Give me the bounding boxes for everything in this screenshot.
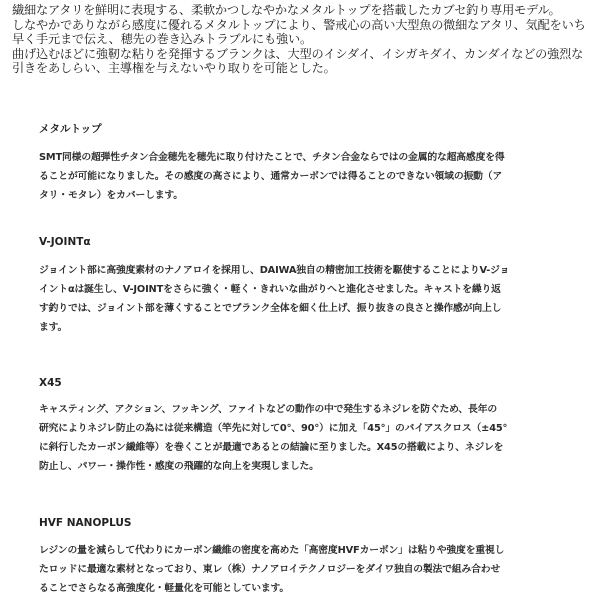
section-body [39,261,574,337]
section-hvf-nanoplus [39,516,574,598]
intro-line: 繊細なアタリを鮮明に表現する、柔軟かつしなやかなメタルトップを搭載したカブセ釣り専用モデル。 [12,3,561,17]
section-body-line: ジョイント部に高強度素材のナノアロイを採用し、DAIWA独自の精密加工技術を駆使することによりV-ジョ [39,265,510,276]
section-heading: メタルトップ [39,123,102,135]
section-metal-top [39,122,574,205]
intro-paragraph [12,3,592,76]
section-body-line: イントαは誕生し、V-JOINTをさらに強く・軽く・きれいな曲がりへと進化させました。キャストを繰り返 [39,284,501,295]
section-body [39,400,574,476]
section-heading: X45 [39,377,62,389]
section-body-line: レジンの量を減らして代わりにカーボン繊維の密度を高めた「高密度HVFカーボン」は粘りや強度を重視し [39,545,505,556]
section-body-line: ることでさらなる高強度化・軽量化を可能としています。 [39,583,290,594]
section-body-line: タリ・モタレ）をカバーします。 [39,190,183,201]
section-body-line: たロッドに最適な素材となっており、東レ（株）ナノアロイテクノロジーをダイワ独自の製法で組み合わせ [39,564,501,575]
section-body-line: キャスティング、アクション、フッキング、ファイトなどの動作の中で発生するネジレを防ぐため、長年の [39,404,498,415]
section-body-line: ることが可能になりました。その感度の高さにより、通常カーボンでは得ることのできない領域の振動（ア [39,171,503,182]
section-v-joint [39,235,574,337]
section-body-line: す釣りでは、ジョイント部を薄くすることでブランク全体を細く仕上げ、振り抜きの良さと操作感が向上し [39,303,502,314]
section-body-line: に斜行したカーボン繊維等）を巻くことが最適であるとの結論に至りました。X45の搭載により、ネジレを [39,442,504,453]
section-body-line: 防止し、パワー・操作性・感度の飛躍的な向上を実現しました。 [39,461,319,472]
intro-line: しなやかでありながら感度に優れるメタルトップにより、警戒心の高い大型魚の微細なアタリ、気配をいち [12,17,586,32]
intro-line: 早く手元まで伝え、穂先の巻き込みトラブルにも強い。 [12,32,312,47]
section-body [39,148,574,205]
section-x45 [39,376,574,476]
section-body-line: ます。 [39,322,68,333]
intro-line: 引きをあしらい、主導権を与えないやり取りを可能とした。 [12,61,336,76]
section-body-line: SMT同様の超弾性チタン合金穂先を穂先に取り付けたことで、チタン合金ならではの金属的な超高感度を得 [39,152,505,163]
section-body-line: 研究によりネジレ防止の為には従来構造（竿先に対して0°、90°）に加え「45°」のバイアスクロス（±45° [39,423,508,434]
section-heading: HVF NANOPLUS [39,517,132,529]
section-body [39,541,574,598]
section-heading: V-JOINTα [39,236,91,248]
intro-line: 曲げ込むほどに強靭な粘りを発揮するブランクは、大型のイシダイ、イシガキダイ、カンダイなどの強烈な [12,46,584,61]
